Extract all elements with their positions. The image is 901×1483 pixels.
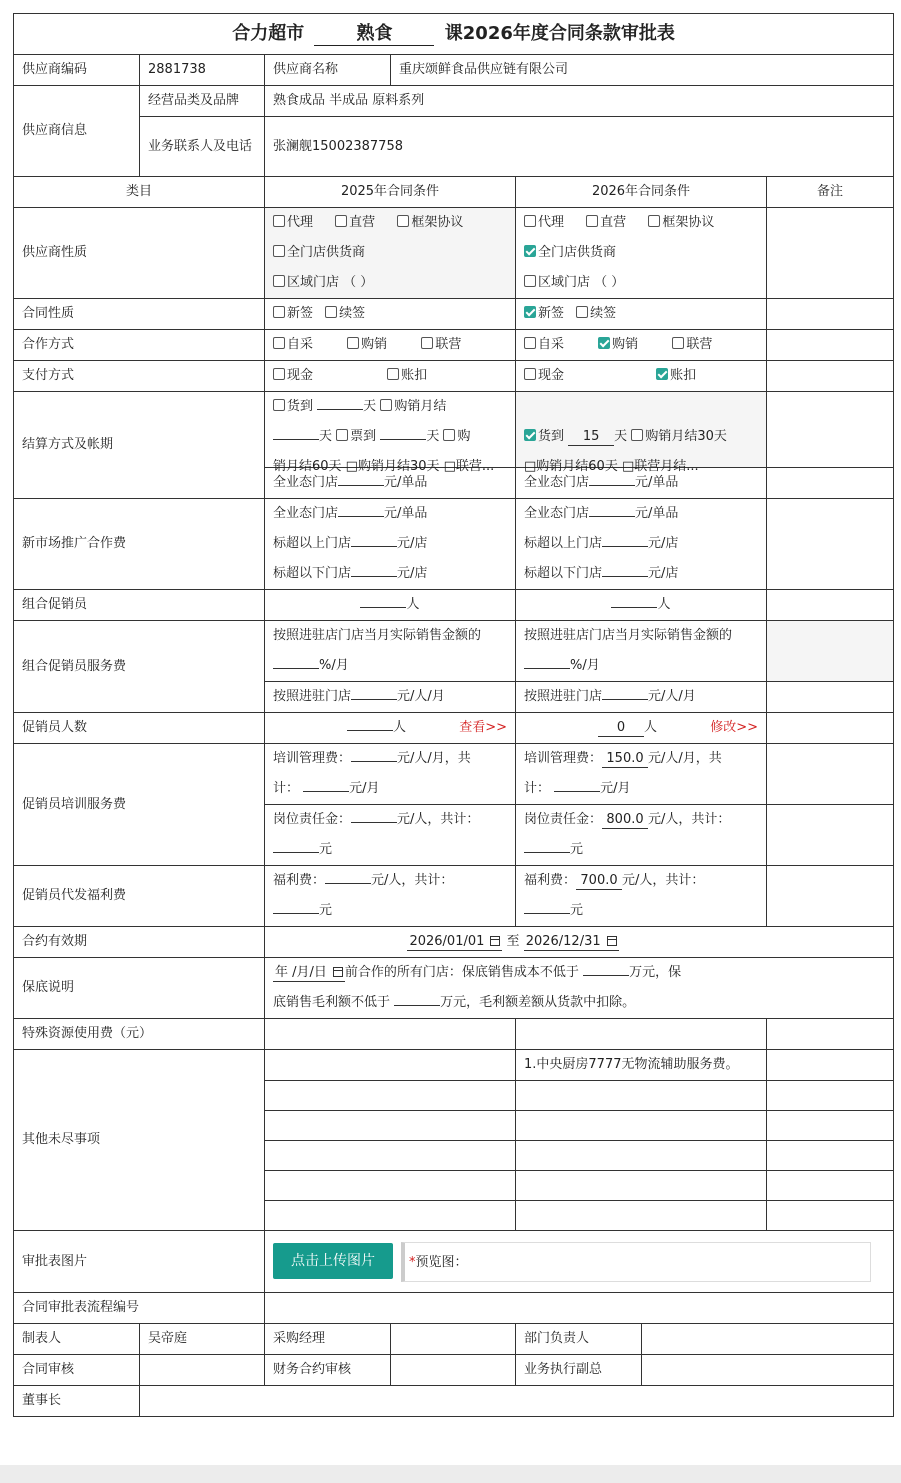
settlement-label: 结算方式及帐期 — [14, 392, 265, 499]
combo-staff-label: 组合促销员 — [14, 590, 265, 621]
contract-type-label: 合同性质 — [14, 299, 265, 330]
calendar-icon — [490, 936, 500, 946]
supplier-info-label: 供应商信息 — [14, 86, 140, 177]
nature-agent-2026[interactable]: 代理 — [524, 208, 564, 238]
note-cell — [767, 1081, 894, 1111]
guarantee-text: 年 /月/日 前合作的所有门店：保底销售成本不低于 万元，保 底销售毛利额不低于 万元，毛利额差额从货款中扣除。 — [265, 958, 894, 1019]
payment-2025 — [265, 361, 516, 392]
training-label: 促销员培训服务费 — [14, 744, 265, 866]
note-cell — [767, 330, 894, 361]
dept-name: 熟食 — [314, 23, 434, 46]
supplier-code: 2881738 — [140, 55, 265, 86]
coop-self-2026[interactable]: 自采 — [524, 330, 564, 360]
other-2025-row[interactable] — [265, 1141, 516, 1171]
approval-form-table — [13, 13, 894, 1417]
training-fee-2025: 培训管理费： 元/人/月，共 计： 元/月 — [265, 744, 516, 805]
special-fee-2026[interactable] — [516, 1019, 767, 1050]
welfare-total-blank[interactable] — [524, 913, 570, 914]
note-cell — [767, 1141, 894, 1171]
promo-blank[interactable] — [589, 516, 635, 517]
combo-person-blank[interactable] — [602, 699, 648, 700]
welfare-blank[interactable] — [325, 883, 371, 884]
note-cell — [767, 590, 894, 621]
checkbox-icon — [273, 306, 285, 318]
other-2026-row[interactable] — [516, 1201, 767, 1231]
coop-joint-2026[interactable]: 联营 — [672, 330, 712, 360]
settle-buy-2025[interactable]: 购 — [443, 429, 470, 444]
checkbox-icon — [524, 275, 536, 287]
combo-fee-2025: 按照进驻店门店当月实际销售金额的 %/月 — [265, 621, 516, 682]
promo-blank[interactable] — [338, 516, 384, 517]
settle-days-2026[interactable]: 15 — [568, 429, 614, 446]
staff-count-value[interactable]: 0 — [598, 720, 644, 737]
dept-head-label: 部门负责人 — [516, 1324, 642, 1355]
settle-monthly30-2026[interactable]: 购销月结30天 — [631, 429, 727, 444]
note-cell — [767, 392, 894, 468]
other-2025-row[interactable] — [265, 1111, 516, 1141]
other-2026-row[interactable] — [516, 1171, 767, 1201]
calendar-icon — [333, 967, 343, 977]
all-format-2025: 全业态门店 元/单品 — [265, 468, 516, 499]
preview-box: *预览图： — [401, 1242, 871, 1282]
checkbox-icon — [273, 245, 285, 257]
finance-review-value — [391, 1355, 516, 1386]
nature-allstore-2026[interactable]: 全门店供货商 — [524, 238, 616, 268]
checkbox-icon — [576, 306, 588, 318]
coop-purchase-2026[interactable]: 购销 — [598, 330, 638, 360]
checkbox-icon — [335, 215, 347, 227]
resp-fee-2025: 岗位责任金： 元/人，共计： 元 — [265, 805, 516, 866]
header-2025: 2025年合同条件 — [265, 177, 516, 208]
image-cell — [265, 1231, 894, 1293]
coop-joint-2025[interactable]: 联营 — [421, 330, 461, 360]
training-total-blank[interactable] — [303, 791, 349, 792]
other-2025-row[interactable] — [265, 1050, 516, 1081]
combo-staff-2025: 人 — [265, 590, 516, 621]
supplier-name-label: 供应商名称 — [265, 55, 391, 86]
nature-regional-2025[interactable]: 区域门店 （ ） — [273, 268, 373, 298]
combo-pct-blank[interactable] — [524, 668, 570, 669]
checkbox-icon — [397, 215, 409, 227]
training-fee-blank[interactable] — [351, 761, 397, 762]
calendar-icon — [607, 936, 617, 946]
settle-row3-2025: 销月结60天 □购销月结30天 □联营... — [273, 459, 495, 474]
checkbox-icon — [524, 368, 536, 380]
category-label: 经营品类及品牌 — [140, 86, 265, 117]
resp-total-blank[interactable] — [273, 852, 319, 853]
view-link[interactable]: 查看>> — [459, 720, 507, 735]
guarantee-margin-blank[interactable] — [394, 1005, 440, 1006]
settle-row3-2026: □购销月结60天 □联营月结... — [524, 459, 699, 474]
header-2026: 2026年合同条件 — [516, 177, 767, 208]
note-cell — [767, 1050, 894, 1081]
checkbox-icon — [524, 215, 536, 227]
checkbox-checked-icon — [524, 429, 536, 441]
payment-2026 — [516, 361, 767, 392]
chairman-label: 董事长 — [14, 1386, 140, 1417]
settle-blank-2025[interactable] — [273, 439, 319, 440]
settle-monthly-2025[interactable]: 购销月结 — [380, 399, 446, 414]
payment-cash-2026[interactable]: 现金 — [524, 361, 564, 391]
other-2025-row[interactable] — [265, 1171, 516, 1201]
payment-label: 支付方式 — [14, 361, 265, 392]
combo-fee-label: 组合促销员服务费 — [14, 621, 265, 713]
resp-blank[interactable] — [351, 822, 397, 823]
all-format-2026: 全业态门店 元/单品 — [516, 468, 767, 499]
combo-staff-blank[interactable] — [611, 607, 657, 608]
combo-staff-2026: 人 — [516, 590, 767, 621]
promo-blank[interactable] — [602, 576, 648, 577]
note-cell — [767, 621, 894, 682]
training-fee-value[interactable]: 150.0 — [602, 751, 648, 768]
settlement-2025: 货到 天 购销月结 天 票到 天 购 销月结60天 □购销月结30天 □联营... — [265, 392, 516, 468]
resp-total-blank[interactable] — [524, 852, 570, 853]
special-fee-label: 特殊资源使用费（元） — [14, 1019, 265, 1050]
nature-direct-2026[interactable]: 直营 — [586, 208, 626, 238]
note-cell — [767, 468, 894, 499]
note-cell — [767, 361, 894, 392]
promo-blank[interactable] — [351, 576, 397, 577]
combo-fee-person-2026: 按照进驻门店 元/人/月 — [516, 682, 767, 713]
form-title: 合力超市 熟食 课2026年度合同条款审批表 — [14, 14, 894, 55]
contact-value: 张澜舰15002387758 — [265, 117, 894, 177]
header-category: 类目 — [14, 177, 265, 208]
checkbox-icon — [273, 368, 285, 380]
note-cell — [767, 1201, 894, 1231]
contract-new-2026[interactable]: 新签 — [524, 299, 564, 329]
other-2026-item1[interactable]: 1.中央厨房7777无物流辅助服务费。 — [516, 1050, 767, 1081]
nature-direct-2025[interactable]: 直营 — [335, 208, 375, 238]
nature-framework-2026[interactable]: 框架协议 — [648, 208, 714, 238]
contract-type-2025 — [265, 299, 516, 330]
contract-review-value — [140, 1355, 265, 1386]
coop-2025 — [265, 330, 516, 361]
upload-image-button[interactable]: 点击上传图片 — [273, 1243, 393, 1279]
vp-label: 业务执行副总 — [516, 1355, 642, 1386]
coop-label: 合作方式 — [14, 330, 265, 361]
combo-fee-person-2025: 按照进驻门店 元/人/月 — [265, 682, 516, 713]
coop-2026 — [516, 330, 767, 361]
maker-label: 制表人 — [14, 1324, 140, 1355]
note-cell — [767, 208, 894, 299]
checkbox-icon — [648, 215, 660, 227]
promo-fee-2026: 全业态门店 元/单品 标超以上门店 元/店 标超以下门店 元/店 — [516, 499, 767, 590]
checkbox-icon — [421, 337, 433, 349]
purchase-mgr-value — [391, 1324, 516, 1355]
checkbox-icon — [443, 429, 455, 441]
vp-value — [642, 1355, 894, 1386]
note-cell — [767, 713, 894, 744]
all-format-blank-2026[interactable] — [589, 485, 635, 486]
promo-blank[interactable] — [351, 546, 397, 547]
guarantee-date-input[interactable]: 年 /月/日 — [273, 965, 345, 982]
other-2025-row[interactable] — [265, 1081, 516, 1111]
chairman-value — [140, 1386, 894, 1417]
note-cell — [767, 1019, 894, 1050]
special-fee-2025[interactable] — [265, 1019, 516, 1050]
settle-days-2025[interactable] — [317, 409, 363, 410]
note-cell — [767, 1171, 894, 1201]
settle-invoice-2025[interactable]: 票到 — [336, 429, 376, 444]
other-2026-row[interactable] — [516, 1081, 767, 1111]
promo-blank[interactable] — [602, 546, 648, 547]
note-cell — [767, 866, 894, 927]
category-value: 熟食成品 半成品 原料系列 — [265, 86, 894, 117]
nature-agent-2025[interactable]: 代理 — [273, 208, 313, 238]
welfare-2025: 福利费： 元/人，共计： 元 — [265, 866, 516, 927]
settlement-2026: 货到 15 天 购销月结30天 □购销月结60天 □联营月结... — [516, 392, 767, 468]
checkbox-icon — [336, 429, 348, 441]
checkbox-checked-icon — [524, 306, 536, 318]
staff-count-2026: 0 人 修改>> — [516, 713, 767, 744]
note-cell — [767, 682, 894, 713]
checkbox-icon — [672, 337, 684, 349]
flow-label: 合同审批表流程编号 — [14, 1293, 265, 1324]
resp-fee-2026: 岗位责任金： 800.0 元/人，共计： 元 — [516, 805, 767, 866]
supplier-nature-2026 — [516, 208, 767, 299]
checkbox-icon — [273, 337, 285, 349]
checkbox-checked-icon — [656, 368, 668, 380]
contract-renew-2026[interactable]: 续签 — [576, 299, 616, 329]
other-label: 其他未尽事项 — [14, 1050, 265, 1231]
payment-deduct-2026[interactable]: 账扣 — [656, 361, 696, 391]
bottom-bar — [0, 1465, 901, 1483]
combo-fee-2026: 按照进驻店门店当月实际销售金额的 %/月 — [516, 621, 767, 682]
note-cell — [767, 499, 894, 590]
supplier-nature-2025 — [265, 208, 516, 299]
validity-range: 2026/01/01 至 2026/12/31 — [265, 927, 894, 958]
contract-type-2026 — [516, 299, 767, 330]
flow-value[interactable] — [265, 1293, 894, 1324]
contract-review-label: 合同审核 — [14, 1355, 140, 1386]
nature-regional-2026[interactable]: 区域门店 （ ） — [524, 268, 624, 298]
training-fee-2026: 培训管理费： 150.0 元/人/月，共 计： 元/月 — [516, 744, 767, 805]
nature-allstore-2025[interactable]: 全门店供货商 — [273, 238, 365, 268]
finance-review-label: 财务合约审核 — [265, 1355, 391, 1386]
checkbox-icon — [524, 337, 536, 349]
maker-value: 吴帝庭 — [140, 1324, 265, 1355]
payment-cash-2025[interactable]: 现金 — [273, 361, 313, 391]
note-cell — [767, 744, 894, 805]
guarantee-cost-blank[interactable] — [583, 975, 629, 976]
settle-invoice-days-2025[interactable] — [380, 439, 426, 440]
supplier-code-label: 供应商编码 — [14, 55, 140, 86]
coop-purchase-2025[interactable]: 购销 — [347, 330, 387, 360]
checkbox-checked-icon — [598, 337, 610, 349]
staff-count-label: 促销员人数 — [14, 713, 265, 744]
end-date-input[interactable]: 2026/12/31 — [524, 934, 619, 951]
resp-value[interactable]: 800.0 — [602, 812, 648, 829]
combo-person-blank[interactable] — [351, 699, 397, 700]
note-cell — [767, 299, 894, 330]
start-date-input[interactable]: 2026/01/01 — [407, 934, 502, 951]
staff-count-2025: 人 查看>> — [265, 713, 516, 744]
welfare-2026: 福利费： 700.0 元/人，共计： 元 — [516, 866, 767, 927]
note-cell — [767, 1111, 894, 1141]
checkbox-icon — [380, 399, 392, 411]
contact-label: 业务联系人及电话 — [140, 117, 265, 177]
welfare-value[interactable]: 700.0 — [576, 873, 622, 890]
checkbox-icon — [273, 215, 285, 227]
staff-count-blank[interactable] — [347, 730, 393, 731]
checkbox-icon — [325, 306, 337, 318]
payment-deduct-2025[interactable]: 账扣 — [387, 361, 427, 391]
promo-fee-2025: 全业态门店 元/单品 标超以上门店 元/店 标超以下门店 元/店 — [265, 499, 516, 590]
checkbox-icon — [387, 368, 399, 380]
welfare-total-blank[interactable] — [273, 913, 319, 914]
header-note: 备注 — [767, 177, 894, 208]
purchase-mgr-label: 采购经理 — [265, 1324, 391, 1355]
image-label: 审批表图片 — [14, 1231, 265, 1293]
other-2025-row[interactable] — [265, 1201, 516, 1231]
validity-label: 合约有效期 — [14, 927, 265, 958]
contract-renew-2025[interactable]: 续签 — [325, 299, 365, 329]
settle-goods-2025[interactable]: 货到 — [273, 399, 313, 414]
coop-self-2025[interactable]: 自采 — [273, 330, 313, 360]
all-format-blank-2025[interactable] — [338, 485, 384, 486]
other-2026-row[interactable] — [516, 1111, 767, 1141]
dept-head-value — [642, 1324, 894, 1355]
supplier-nature-label: 供应商性质 — [14, 208, 265, 299]
combo-staff-blank[interactable] — [360, 607, 406, 608]
checkbox-icon — [631, 429, 643, 441]
promo-fee-label: 新市场推广合作费 — [14, 499, 265, 590]
checkbox-icon — [273, 399, 285, 411]
checkbox-icon — [273, 275, 285, 287]
contract-new-2025[interactable]: 新签 — [273, 299, 313, 329]
checkbox-icon — [347, 337, 359, 349]
edit-link[interactable]: 修改>> — [710, 720, 758, 735]
checkbox-checked-icon — [524, 245, 536, 257]
welfare-label: 促销员代发福利费 — [14, 866, 265, 927]
guarantee-label: 保底说明 — [14, 958, 265, 1019]
training-total-blank[interactable] — [554, 791, 600, 792]
supplier-name: 重庆颂鲜食品供应链有限公司 — [391, 55, 894, 86]
note-cell — [767, 805, 894, 866]
combo-pct-blank[interactable] — [273, 668, 319, 669]
nature-framework-2025[interactable]: 框架协议 — [397, 208, 463, 238]
checkbox-icon — [586, 215, 598, 227]
settle-goods-2026[interactable]: 货到 — [524, 429, 564, 444]
other-2026-row[interactable] — [516, 1141, 767, 1171]
